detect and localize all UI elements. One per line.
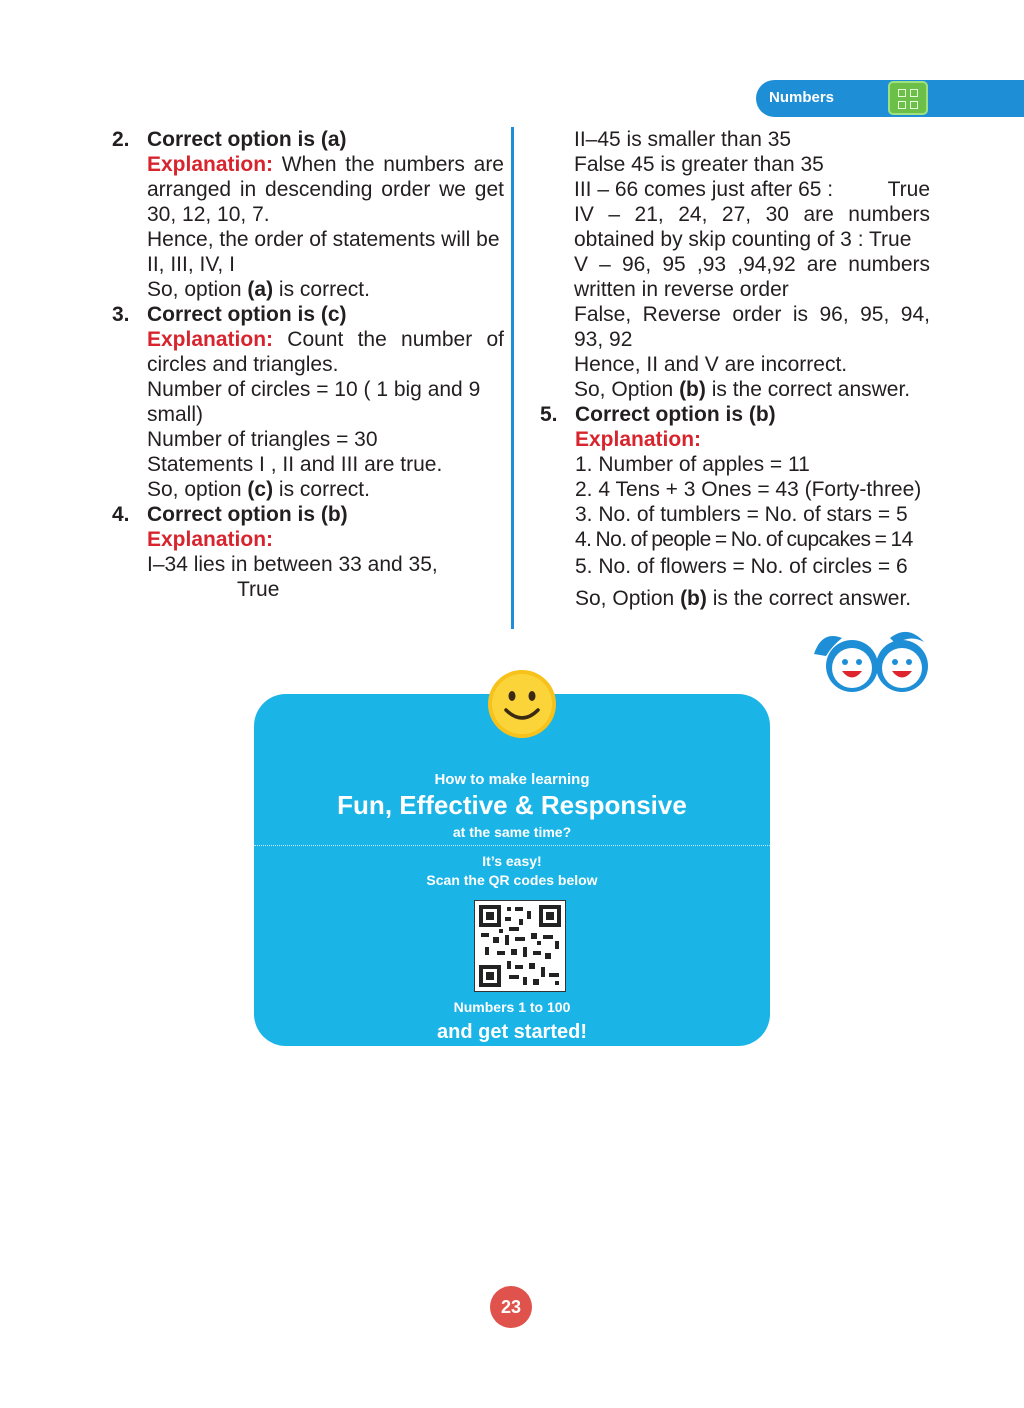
smiley-icon <box>486 668 558 740</box>
answer-heading: Correct option is (b) <box>147 503 348 526</box>
page-number: 23 <box>490 1286 532 1328</box>
explanation-line: II–45 is smaller than 35 <box>574 128 792 151</box>
grid-icon <box>888 81 928 115</box>
explanation-line: I–34 lies in between 33 and 35, <box>147 553 438 576</box>
list-item: 2. 4 Tens + 3 Ones = 43 (Forty-three) <box>575 478 922 501</box>
qr-code[interactable] <box>474 900 566 992</box>
promo-easy: It’s easy! <box>482 853 542 869</box>
list-item: 4. No. of people = No. of cupcakes = 14 <box>575 528 913 551</box>
explanation-text: When the numbers are arranged in descending order we get 30, 12, 10, 7. <box>147 153 504 226</box>
dotted-divider <box>254 845 770 846</box>
conclusion: So, option (a) is correct. <box>147 278 370 301</box>
explanation-line: False, Reverse order is 96, 95, 94, 93, 92 <box>574 303 930 351</box>
conclusion: So, option (c) is correct. <box>147 478 370 501</box>
question-number: 5. <box>540 403 558 426</box>
list-item: 1. Number of apples = 11 <box>575 453 810 476</box>
explanation-line: Hence, the order of statements will be II, III, IV, I <box>147 228 500 276</box>
list-item: 5. No. of flowers = No. of circles = 6 <box>575 555 908 578</box>
explanation-line: False 45 is greater than 35 <box>574 153 824 176</box>
explanation-line: IV – 21, 24, 27, 30 are numbers obtained by skip counting of 3 : True <box>574 203 930 251</box>
conclusion: So, Option (b) is the correct answer. <box>574 378 911 401</box>
explanation-line: Number of triangles = 30 <box>147 428 378 451</box>
right-column <box>540 127 930 611</box>
promo-subline: at the same time? <box>452 824 572 840</box>
explanation-line: V – 96, 95 ,93 ,94,92 are numbers written in reverse order <box>574 253 930 301</box>
section-title: Numbers <box>769 89 835 106</box>
explanation-label: Explanation: <box>575 428 702 451</box>
answer-5 <box>540 402 930 611</box>
promo-cta: and get started! <box>436 1021 588 1043</box>
explanation-label: Explanation: <box>147 153 274 176</box>
explanation <box>147 327 504 377</box>
explanation-label: Explanation: <box>147 528 274 551</box>
answer-2 <box>112 127 504 302</box>
left-column <box>112 127 504 602</box>
conclusion: So, Option (b) is the correct answer. <box>575 587 912 610</box>
kids-mascot-icon <box>812 624 932 694</box>
explanation-line: Statements I , II and III are true. <box>147 453 443 476</box>
explanation <box>147 152 504 227</box>
qr-caption: Numbers 1 to 100 <box>453 999 571 1015</box>
answer-heading: Correct option is (a) <box>147 128 347 151</box>
qr-code-icon <box>475 901 565 991</box>
explanation-line: True <box>237 578 280 601</box>
explanation-label: Explanation: <box>147 328 274 351</box>
list-item: 3. No. of tumblers = No. of stars = 5 <box>575 503 908 526</box>
promo-card <box>254 694 770 1046</box>
answer-heading: Correct option is (b) <box>575 403 776 426</box>
explanation-text: Count the number of circles and triangles. <box>147 328 504 376</box>
question-number: 2. <box>112 128 130 151</box>
promo-headline: Fun, Effective & Responsive <box>337 790 687 820</box>
question-number: 4. <box>112 503 130 526</box>
promo-intro: How to make learning <box>434 771 590 788</box>
promo-instruction: Scan the QR codes below <box>426 872 598 888</box>
column-divider <box>511 127 514 629</box>
answer-heading: Correct option is (c) <box>147 303 347 326</box>
answer-3 <box>112 302 504 502</box>
answer-4 <box>112 502 504 602</box>
explanation-line: Number of circles = 10 ( 1 big and 9 small) <box>147 378 481 426</box>
question-number: 3. <box>112 303 130 326</box>
explanation-line: Hence, II and V are incorrect. <box>574 353 848 376</box>
explanation-line: III – 66 comes just after 65 : True <box>574 178 930 201</box>
